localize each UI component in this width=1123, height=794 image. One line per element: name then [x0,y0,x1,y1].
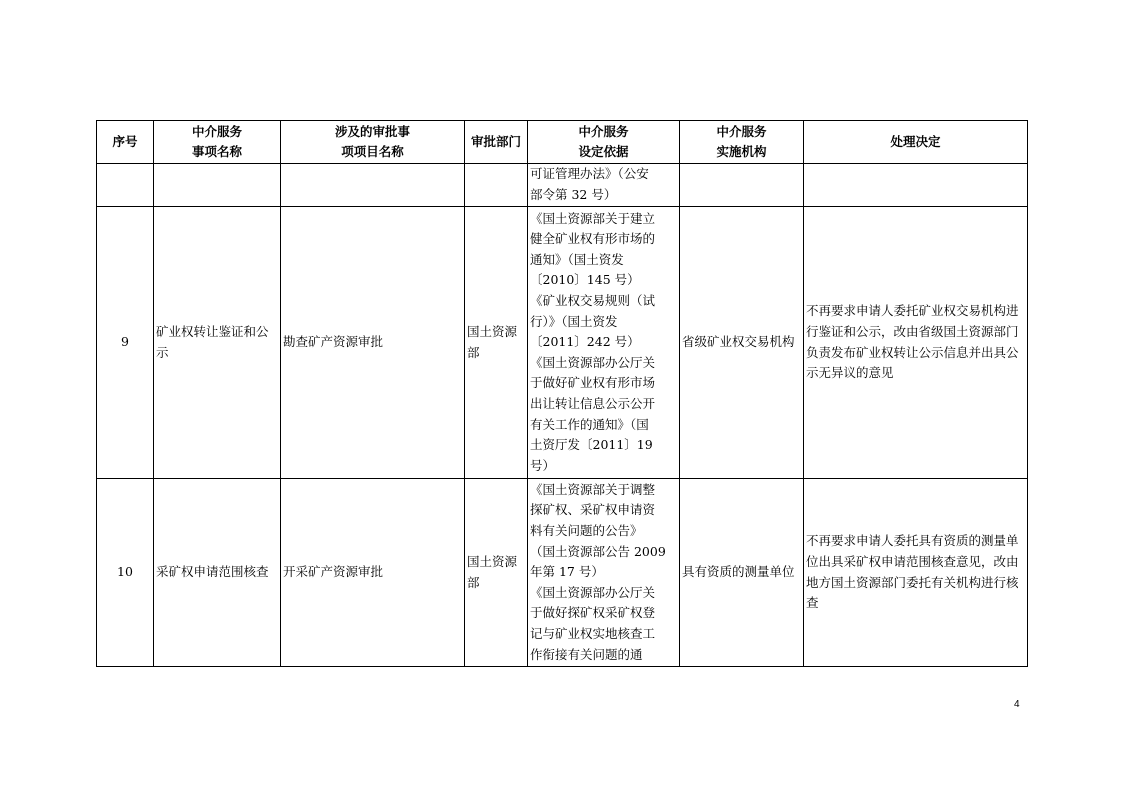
row-decision: 不再要求申请人委托矿业权交易机构进行鉴证和公示，改由省级国土资源部门负责发布矿业权转让公示信息并出具公示无异议的意见 [804,207,1028,479]
row-service: 采矿权申请范围核查 [154,479,281,667]
row-dept: 国土资源部 [465,207,528,479]
row-decision [804,164,1028,207]
row-agency: 省级矿业权交易机构 [680,207,804,479]
row-approval: 勘查矿产资源审批 [281,207,465,479]
row-approval: 开采矿产资源审批 [281,479,465,667]
row-agency [680,164,804,207]
row-basis: 《国土资源部关于调整 探矿权、采矿权申请资 料有关问题的公告》 （国土资源部公告 2009 年第 17 号） 《国土资源部办公厅关 于做好探矿权采矿权登 记与矿业权实地核查工 作衔接有关问题的通 [528,479,680,667]
row-decision: 不再要求申请人委托具有资质的测量单位出具采矿权申请范围核查意见，改由地方国土资源部门委托有关机构进行核查 [804,479,1028,667]
header-approval-item: 涉及的审批事 项项目名称 [281,121,465,164]
row-dept: 国土资源部 [465,479,528,667]
header-agency: 中介服务 实施机构 [680,121,804,164]
page-number: 4 [1014,699,1020,710]
row-dept [465,164,528,207]
header-service-name: 中介服务 事项名称 [154,121,281,164]
header-basis: 中介服务 设定依据 [528,121,680,164]
row-agency: 具有资质的测量单位 [680,479,804,667]
table-row [97,164,1028,207]
row-basis: 可证管理办法》（公安 部令第 32 号） [528,164,680,207]
table-row [97,479,1028,667]
row-service: 矿业权转让鉴证和公示 [154,207,281,479]
header-dept: 审批部门 [465,121,528,164]
row-basis: 《国土资源部关于建立 健全矿业权有形市场的 通知》（国土资发 〔2010〕145 号） 《矿业权交易规则（试 行）》（国土资发 〔2011〕242 号） 《国土资源部办公厅关 于做好矿业权有形市场 出让转让信息公示公开 有关工作的通知》（国 土资厅发〔2011〕19 号） [528,207,680,479]
header-decision: 处理决定 [804,121,1028,164]
row-approval [281,164,465,207]
table-header-row [97,121,1028,164]
row-no: 9 [97,207,154,479]
row-service [154,164,281,207]
table-row [97,207,1028,479]
header-no: 序号 [97,121,154,164]
intermediary-services-table [96,120,1028,667]
row-no [97,164,154,207]
row-no: 10 [97,479,154,667]
